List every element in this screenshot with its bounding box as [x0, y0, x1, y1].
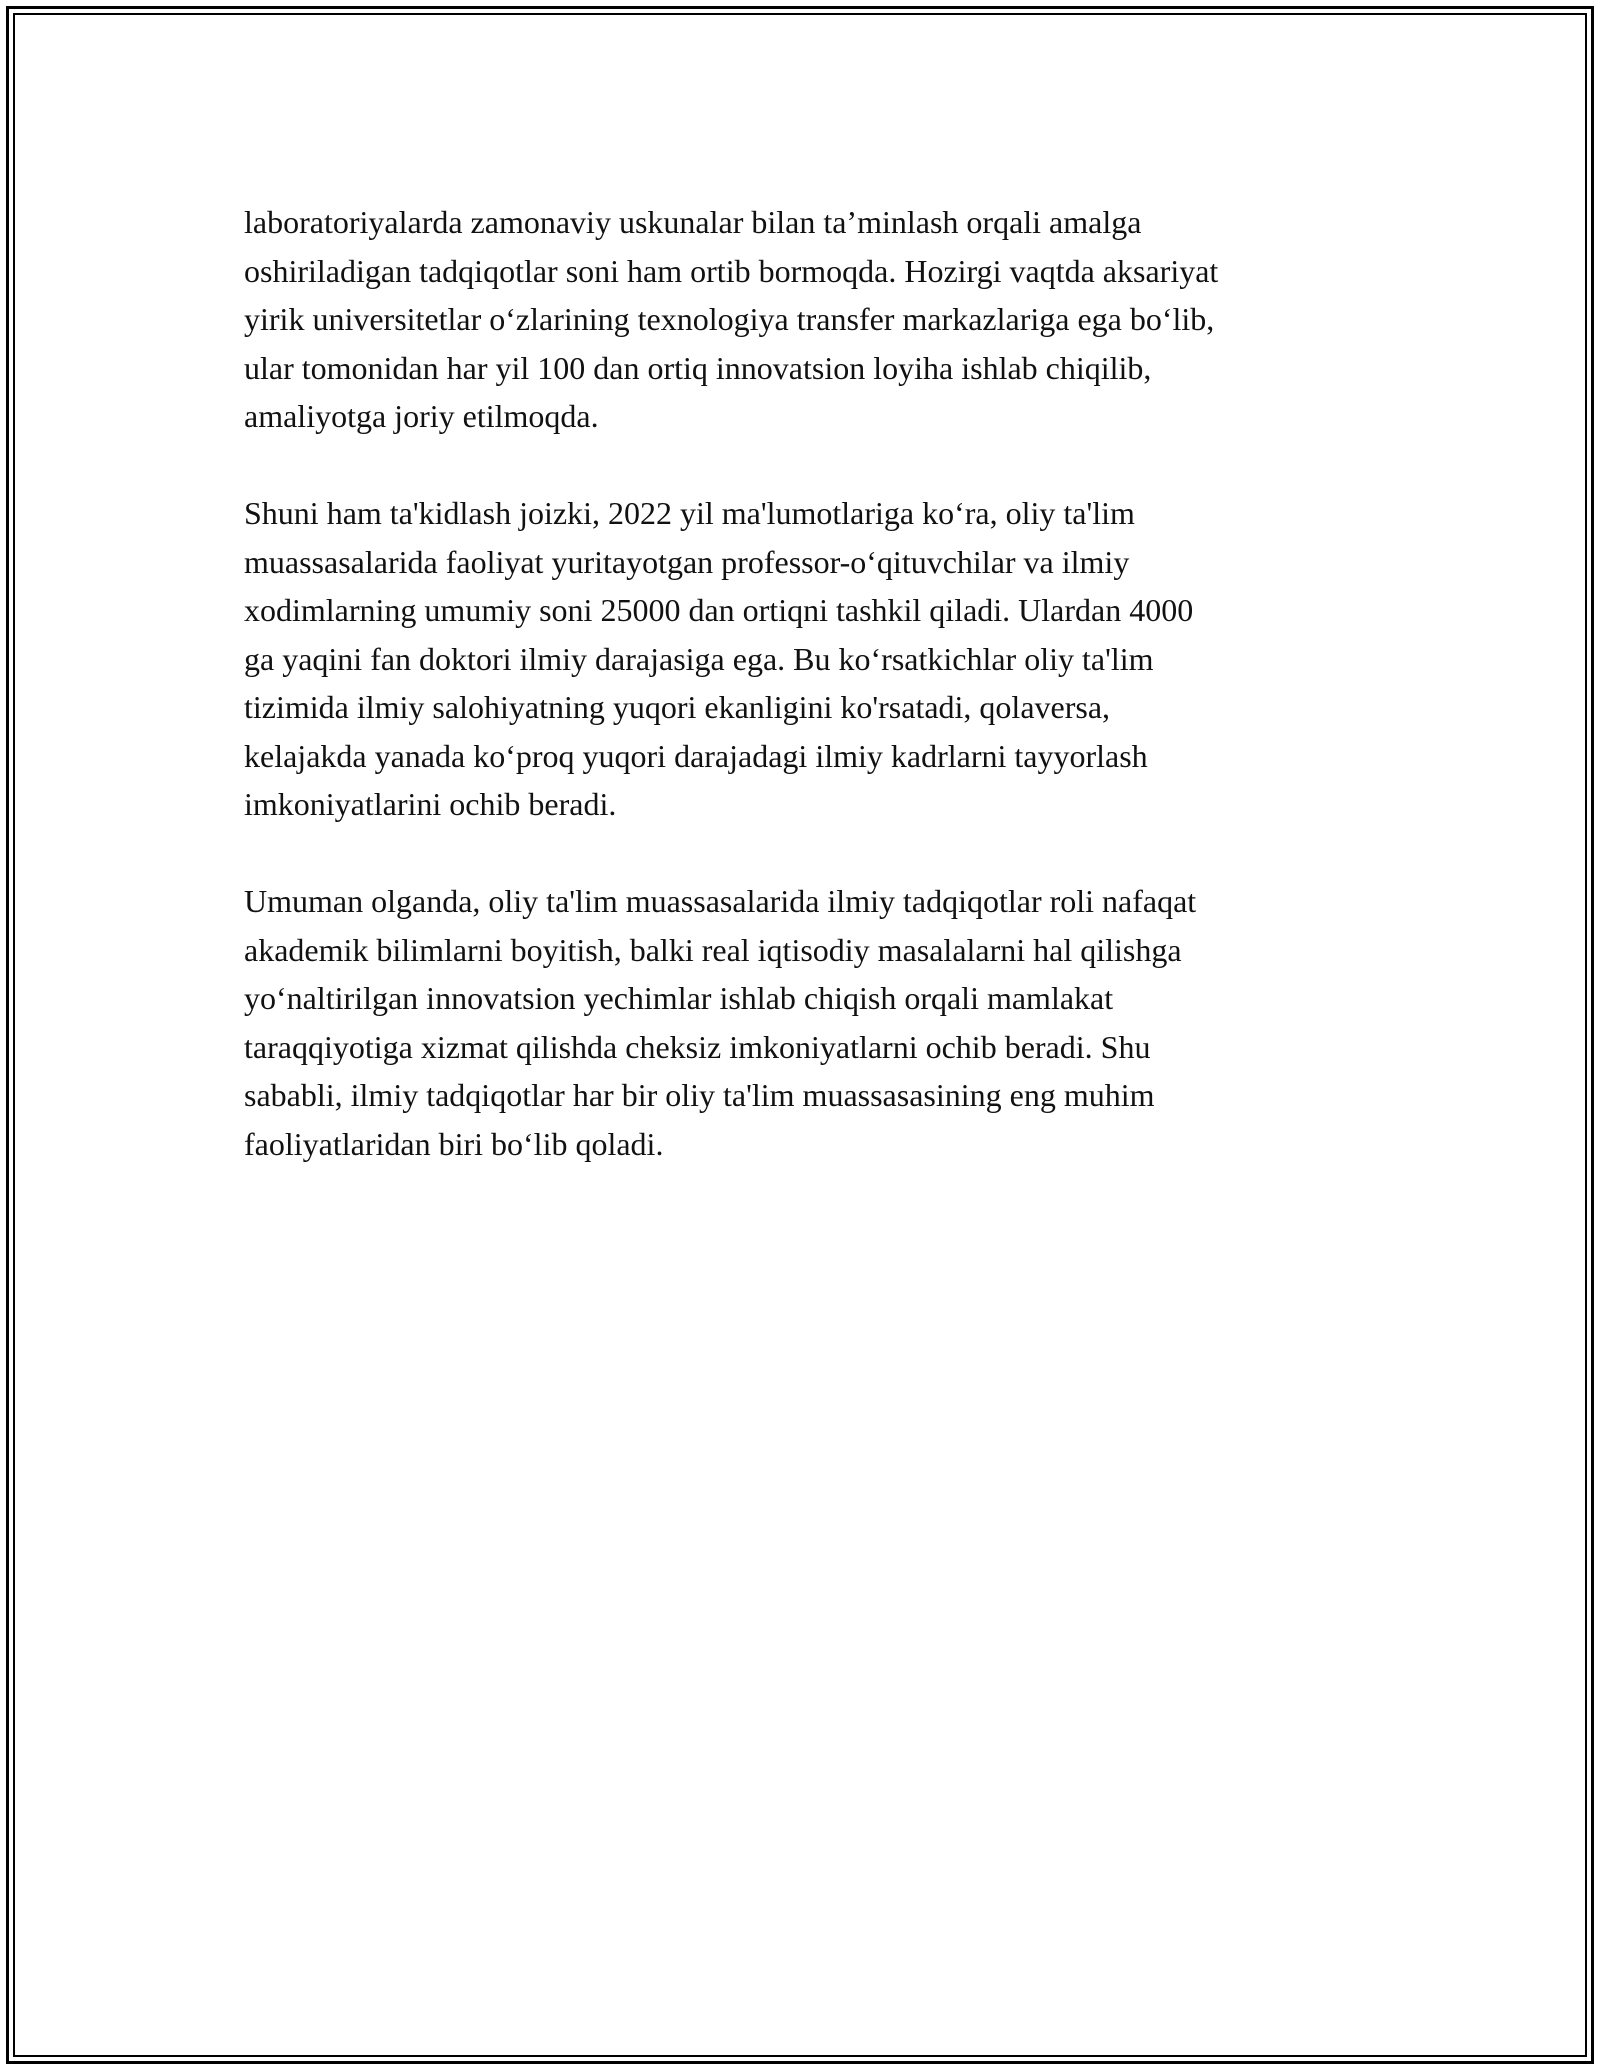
text-line: imkoniyatlarini ochib beradi. [244, 786, 617, 822]
text-line: akademik bilimlarni boyitish, balki real iqtisodiy masalalarni hal qilishga [244, 931, 1182, 968]
text-line: yo‘naltirilgan innovatsion yechimlar ishlab chiqish orqali mamlakat [244, 980, 1114, 1016]
text-line: taraqqiyotiga xizmat qilishda cheksiz imkoniyatlarni ochib beradi. Shu [244, 1028, 1151, 1065]
text-line: amaliyotga joriy etilmoqda. [244, 398, 599, 434]
paragraph-3 [244, 877, 1394, 1168]
text-line: muassasalarida faoliyat yuritayotgan professor-o‘qituvchilar va ilmiy [244, 543, 1130, 580]
text-line: tizimida ilmiy salohiyatning yuqori ekanligini ko'rsatadi, qolaversa, [244, 689, 1111, 725]
text-line: yirik universitetlar o‘zlarining texnologiya transfer markazlariga ega bo‘lib, [244, 301, 1215, 337]
text-line: ga yaqini fan doktori ilmiy darajasiga ega. Bu ko‘rsatkichlar oliy ta'lim [244, 640, 1154, 677]
text-line: laboratoriyalarda zamonaviy uskunalar bilan ta’minlash orqali amalga [244, 204, 1142, 240]
paragraph-1 [244, 198, 1394, 441]
text-line: sababli, ilmiy tadqiqotlar har bir oliy ta'lim muassasasining eng muhim [244, 1077, 1155, 1113]
text-line: xodimlarning umumiy soni 25000 dan ortiqni tashkil qiladi. Ulardan 4000 [244, 592, 1194, 628]
paragraph-2 [244, 489, 1394, 829]
page-border [6, 6, 1594, 2064]
text-line: Shuni ham ta'kidlash joizki, 2022 yil ma'lumotlariga ko‘ra, oliy ta'lim [244, 495, 1135, 531]
document-body [244, 198, 1394, 1217]
text-line: kelajakda yanada ko‘proq yuqori darajadagi ilmiy kadrlarni tayyorlash [244, 737, 1148, 774]
text-line: ular tomonidan har yil 100 dan ortiq innovatsion loyiha ishlab chiqilib, [244, 349, 1152, 386]
text-line: faoliyatlaridan biri bo‘lib qoladi. [244, 1125, 664, 1162]
text-line: oshiriladigan tadqiqotlar soni ham ortib bormoqda. Hozirgi vaqtda aksariyat [244, 252, 1219, 289]
text-line: Umuman olganda, oliy ta'lim muassasalarida ilmiy tadqiqotlar roli nafaqat [244, 883, 1197, 919]
